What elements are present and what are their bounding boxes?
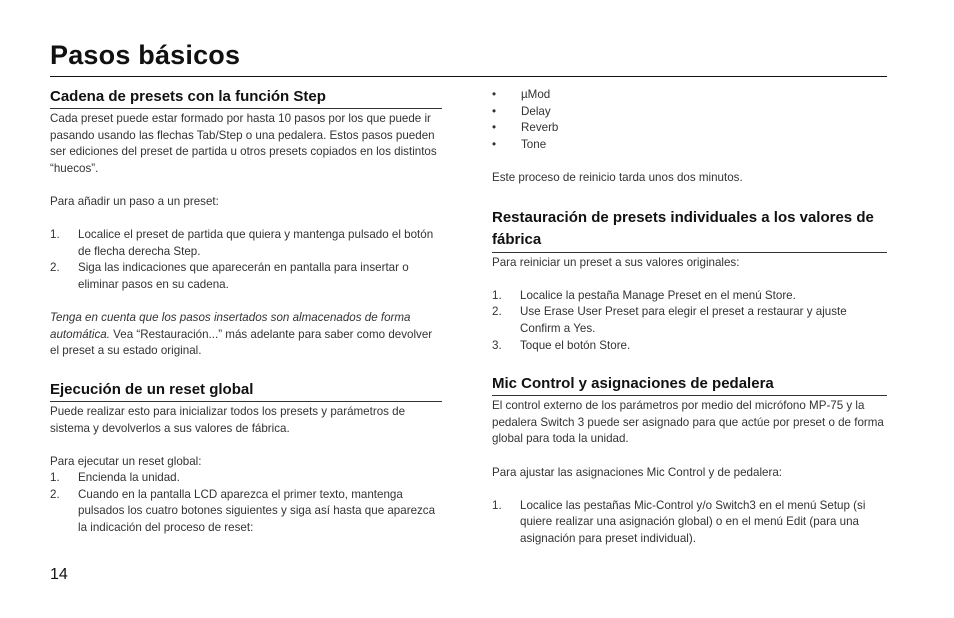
- list-text: Encienda la unidad.: [78, 471, 180, 485]
- list-number: 2.: [50, 261, 60, 275]
- global-reset-steps: [50, 470, 442, 536]
- list-text: Localice el preset de partida que quiera y mantenga pulsado el botón de flecha derecha Step.: [78, 228, 434, 258]
- note-italic: Tenga en cuenta que los pasos insertados son almacenados de forma automática.: [50, 311, 411, 341]
- list-item: [50, 260, 442, 293]
- global-reset-intro: Puede realizar esto para inicializar todos los presets y parámetros de sistema y devolverlos a sus valores de fábrica.: [50, 404, 406, 435]
- list-number: 1.: [492, 288, 502, 302]
- list-item: [492, 137, 887, 154]
- list-item: [492, 120, 887, 137]
- list-item: [492, 304, 887, 337]
- list-text: Toque el botón Store.: [520, 338, 631, 352]
- list-item: [50, 487, 442, 537]
- global-reset-lead: Para ejecutar un reset global:: [50, 454, 202, 468]
- list-text: Localice las pestañas Mic-Control y/o Switch3 en el menú Setup (si quiere realizar una asignación global) o en el menú Edit (para una asignación para preset individual).: [520, 498, 866, 545]
- note-rest: Vea “Restauración...” más adelante para saber como devolver el preset a su estado original.: [50, 327, 433, 358]
- section-heading-restore-presets: Restauración de presets individuales a los valores de fábrica: [492, 207, 887, 253]
- list-number: 2.: [492, 305, 502, 319]
- list-item: [50, 470, 442, 487]
- list-text: Reverb: [521, 121, 559, 135]
- mic-control-steps: [492, 498, 887, 548]
- reset-buttons-list: [492, 87, 887, 153]
- restore-lead: Para reiniciar un preset a sus valores originales:: [492, 255, 740, 269]
- list-text: Delay: [521, 104, 551, 118]
- list-item: [492, 104, 887, 121]
- list-item: [50, 227, 442, 260]
- list-text: Tone: [521, 137, 547, 151]
- list-text: Cuando en la pantalla LCD aparezca el primer texto, mantenga pulsados los cuatro botones siguientes y siga así hasta que aparezca la indicación del proceso de reset:: [78, 487, 436, 535]
- step-chain-intro: Cada preset puede estar formado por hasta 10 pasos por los que puede ir pasando usando las flechas Tab/Step o una pedalera. Estos pasos pueden ser ediciones del preset de partida u otros presets copiados en los distintos “huecos”.: [50, 112, 437, 175]
- section-heading-step-chain: Cadena de presets con la función Step: [50, 87, 442, 109]
- bullet: •: [492, 121, 497, 135]
- list-item: [492, 87, 887, 104]
- step-chain-lead: Para añadir un paso a un preset:: [50, 194, 219, 208]
- list-number: 1.: [492, 498, 502, 512]
- page-title: Pasos básicos: [50, 40, 241, 70]
- list-number: 2.: [50, 487, 60, 501]
- list-number: 1.: [50, 228, 60, 242]
- section-heading-global-reset: Ejecución de un reset global: [50, 380, 442, 402]
- mic-control-lead: Para ajustar las asignaciones Mic Control y de pedalera:: [492, 465, 782, 479]
- list-number: 1.: [50, 471, 60, 485]
- list-number: 3.: [492, 338, 502, 352]
- section-heading-mic-control: Mic Control y asignaciones de pedalera: [492, 374, 887, 396]
- list-item: [492, 498, 887, 548]
- list-text: Siga las indicaciones que aparecerán en pantalla para insertar o eliminar pasos en su cadena.: [78, 261, 409, 291]
- mic-control-intro: El control externo de los parámetros por medio del micrófono MP-75 y la pedalera Switch 3 puede ser asignado para que actúe por preset o de forma global para toda la unidad.: [492, 399, 884, 446]
- restore-steps: [492, 288, 887, 354]
- list-item: [492, 338, 887, 355]
- title-rule: [50, 76, 887, 77]
- reset-duration-note: Este proceso de reinicio tarda unos dos minutos.: [492, 170, 743, 184]
- bullet: •: [492, 137, 497, 151]
- left-column: [50, 87, 442, 537]
- list-item: [492, 288, 887, 305]
- step-chain-steps: [50, 227, 442, 293]
- list-text: µMod: [521, 88, 551, 101]
- right-column: [492, 87, 887, 547]
- step-chain-note: [50, 310, 442, 360]
- list-text: Localice la pestaña Manage Preset en el menú Store.: [520, 288, 796, 302]
- bullet: •: [492, 88, 497, 101]
- bullet: •: [492, 104, 497, 118]
- list-text: Use Erase User Preset para elegir el preset a restaurar y ajuste Confirm a Yes.: [520, 305, 847, 335]
- page-number: 14: [50, 566, 68, 583]
